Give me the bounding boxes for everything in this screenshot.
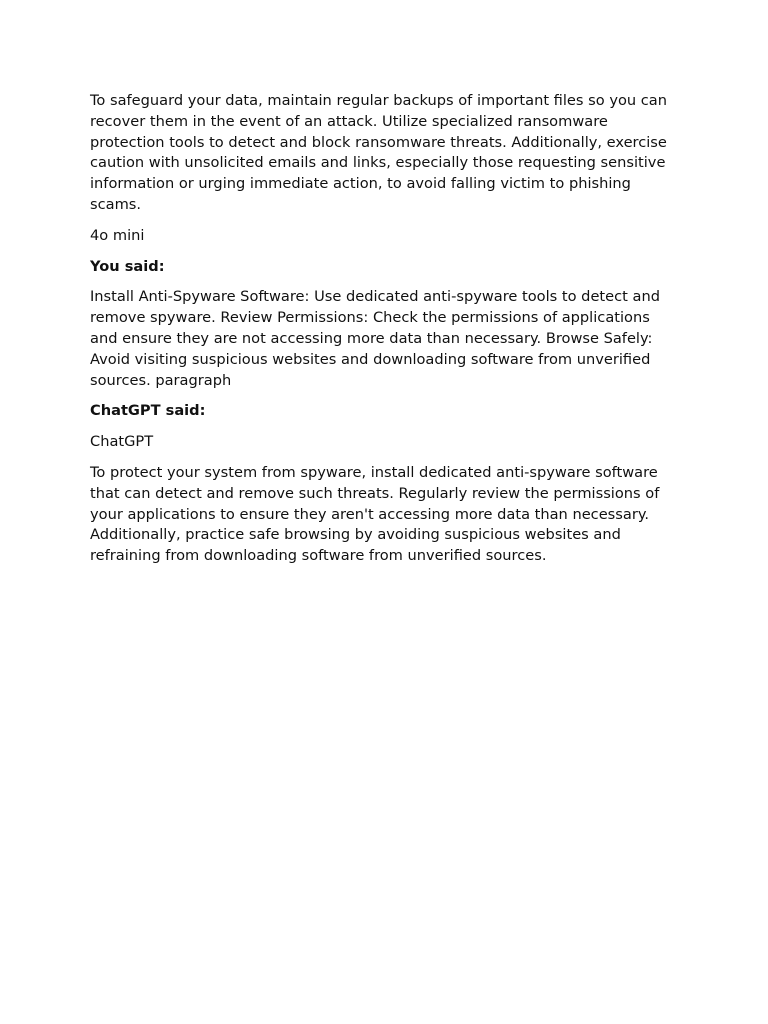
document-page xyxy=(90,91,680,577)
user-message-paragraph: Install Anti-Spyware Software: Use dedicated anti-spyware tools to detect and remove spyware. Review Permissions: Check the permissions of applications and ensure they are not accessing more data than necessary. Browse Safely: Avoid visiting suspicious websites and downloading software from unverified sources. paragraph xyxy=(90,288,660,389)
assistant-name-label: ChatGPT xyxy=(90,433,154,451)
model-name-label: 4o mini xyxy=(90,226,145,244)
user-said-heading: You said: xyxy=(90,257,165,275)
response-paragraph-ransomware: To safeguard your data, maintain regular backups of important files so you can recover them in the event of an attack. Utilize specialized ransomware protection tools to detect and block ransomware threats. Additionally, exercise caution with unsolicited emails and links, especially those requesting sensitive information or urging immediate action, to avoid falling victim to phishing scams. xyxy=(90,92,667,213)
response-paragraph-spyware: To protect your system from spyware, install dedicated anti-spyware software that can detect and remove such threats. Regularly review the permissions of your applications to ensure they aren't accessing more data than necessary. Additionally, practice safe browsing by avoiding suspicious websites and refraining from downloading software from unverified sources. xyxy=(90,463,660,565)
assistant-said-heading: ChatGPT said: xyxy=(90,402,206,420)
